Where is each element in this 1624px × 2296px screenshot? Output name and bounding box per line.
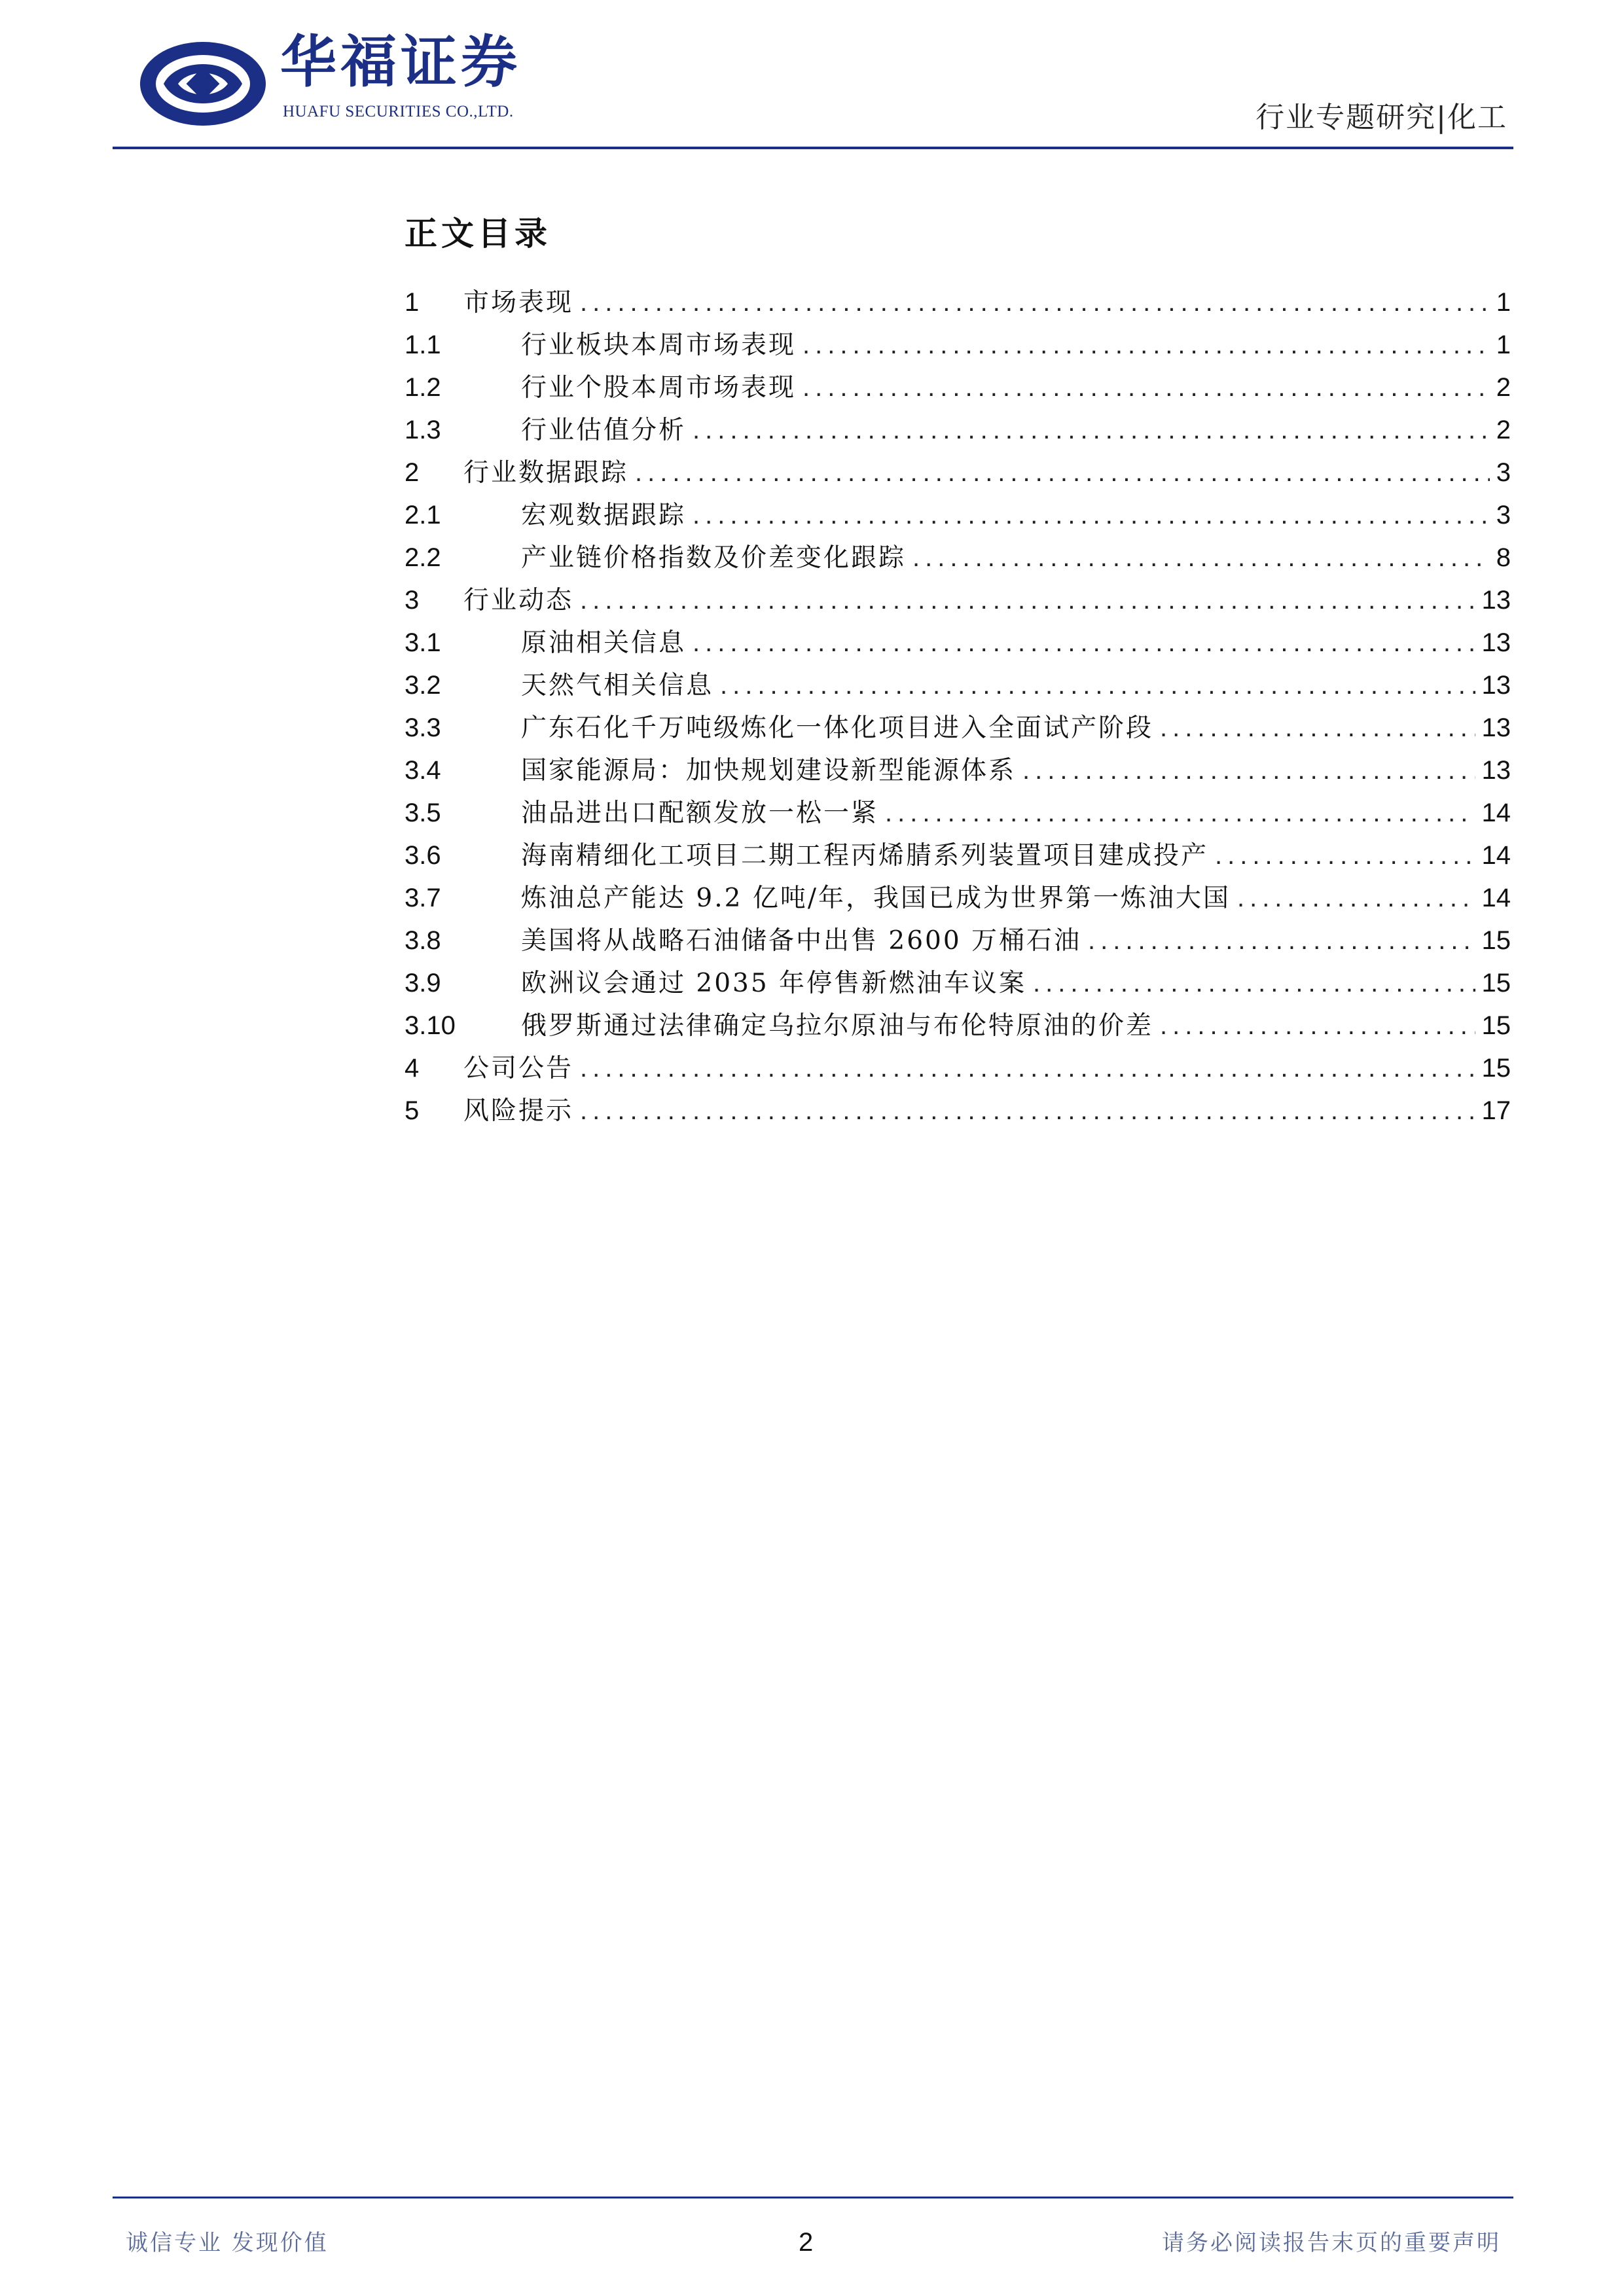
toc-entry-label: 宏观数据跟踪 — [521, 501, 687, 530]
header-divider — [113, 147, 1513, 149]
logo-company-name: 华福证券 — [280, 29, 521, 95]
toc-entry-number: 3.5 — [405, 798, 441, 827]
toc-entry-label: 风险提示 — [463, 1096, 574, 1126]
toc-leader-dots — [1033, 962, 1475, 1005]
toc-entry-page: 13 — [1481, 628, 1511, 657]
toc-entry-label: 油品进出口配额发放一松一紧 — [521, 798, 879, 828]
toc-entry-page: 3 — [1496, 501, 1511, 529]
report-category: 行业专题研究|化工 — [1255, 101, 1507, 134]
page-number: 2 — [799, 2228, 814, 2257]
toc-entry-label: 海南精细化工项目二期工程丙烯腈系列装置项目建成投产 — [521, 841, 1209, 870]
huafu-logo-icon — [137, 38, 268, 130]
toc-entry-page: 15 — [1481, 969, 1511, 997]
toc-entry-label: 行业估值分析 — [521, 416, 687, 445]
toc-entry[interactable] — [405, 1047, 1511, 1090]
toc-entry-label: 炼油总产能达 9.2 亿吨/年，我国已成为世界第一炼油大国 — [521, 884, 1231, 913]
toc-entry-label: 广东石化千万吨级炼化一体化项目进入全面试产阶段 — [521, 713, 1154, 743]
toc-leader-dots — [720, 664, 1475, 707]
toc-leader-dots — [803, 324, 1490, 367]
toc-entry-label: 国家能源局：加快规划建设新型能源体系 — [521, 756, 1017, 785]
toc-entry-label: 产业链价格指数及价差变化跟踪 — [521, 543, 907, 573]
toc-entry-number: 3.1 — [405, 628, 441, 657]
toc-entry-page: 14 — [1481, 884, 1511, 912]
toc-entry-label: 行业动态 — [463, 586, 574, 615]
toc-leader-dots — [580, 281, 1490, 324]
footer-slogan: 诚信专业 发现价值 — [126, 2230, 329, 2256]
toc-entry-page: 17 — [1481, 1096, 1511, 1125]
toc-entry[interactable] — [405, 792, 1511, 834]
toc-entry-page: 14 — [1481, 841, 1511, 870]
toc-entry-page: 2 — [1496, 373, 1511, 402]
toc-entry-page: 14 — [1481, 798, 1511, 827]
toc-entry-number: 3.3 — [405, 713, 441, 742]
toc-leader-dots — [1215, 834, 1475, 877]
toc-leader-dots — [693, 494, 1490, 537]
toc-leader-dots — [1237, 877, 1475, 920]
toc-entry-number: 4 — [405, 1054, 420, 1083]
toc-entry-number: 3.2 — [405, 671, 441, 700]
toc-leader-dots — [580, 1047, 1475, 1090]
logo-company-name-en: HUAFU SECURITIES CO.,LTD. — [283, 103, 514, 120]
toc-entry-page: 13 — [1481, 671, 1511, 700]
toc-entry-number: 1.3 — [405, 416, 441, 444]
toc-entry-label: 天然气相关信息 — [521, 671, 714, 700]
toc-entry[interactable] — [405, 1005, 1511, 1047]
toc-leader-dots — [1160, 707, 1475, 749]
toc-leader-dots — [580, 1090, 1475, 1132]
toc-entry-number: 3.10 — [405, 1011, 456, 1040]
toc-entry-number: 5 — [405, 1096, 420, 1125]
toc-entry-label: 行业板块本周市场表现 — [521, 331, 797, 360]
toc-leader-dots — [885, 792, 1475, 834]
toc-entry[interactable] — [405, 579, 1511, 622]
page-header — [0, 0, 1624, 157]
toc-entry-number: 3 — [405, 586, 420, 615]
toc-entry-label: 美国将从战略石油储备中出售 2600 万桶石油 — [521, 926, 1082, 956]
toc-entry-number: 2.1 — [405, 501, 441, 529]
toc-entry-page: 1 — [1496, 331, 1511, 359]
toc-entry[interactable] — [405, 920, 1511, 962]
toc-leader-dots — [803, 367, 1490, 409]
toc-entry-label: 原油相关信息 — [521, 628, 687, 658]
toc-entry-number: 2.2 — [405, 543, 441, 572]
toc-entry-page: 13 — [1481, 713, 1511, 742]
toc-leader-dots — [693, 409, 1490, 452]
toc-entry-page: 8 — [1496, 543, 1511, 572]
toc-leader-dots — [635, 452, 1490, 494]
toc-entry-page: 13 — [1481, 586, 1511, 615]
toc-entry-page: 15 — [1481, 1011, 1511, 1040]
toc-entry-page: 1 — [1496, 288, 1511, 317]
toc-entry-number: 3.4 — [405, 756, 441, 785]
toc-entry[interactable] — [405, 834, 1511, 877]
toc-leader-dots — [580, 579, 1475, 622]
toc-entry-label: 行业个股本周市场表现 — [521, 373, 797, 403]
toc-entry[interactable] — [405, 664, 1511, 707]
toc-entry-number: 3.9 — [405, 969, 441, 997]
toc-entry-label: 市场表现 — [463, 288, 574, 317]
toc-entry[interactable] — [405, 324, 1511, 367]
toc-entry-number: 3.7 — [405, 884, 441, 912]
toc-leader-dots — [912, 537, 1490, 579]
toc-entry-page: 13 — [1481, 756, 1511, 785]
toc-entry[interactable] — [405, 367, 1511, 409]
toc-entry[interactable] — [405, 537, 1511, 579]
toc-entry[interactable] — [405, 749, 1511, 792]
toc-entry-number: 1 — [405, 288, 420, 317]
toc-entry-number: 3.6 — [405, 841, 441, 870]
toc-entry-number: 2 — [405, 458, 420, 487]
toc-entry-label: 公司公告 — [463, 1054, 574, 1083]
toc-title: 正文目录 — [405, 214, 551, 253]
toc-entry[interactable] — [405, 494, 1511, 537]
toc-entry-number: 1.1 — [405, 331, 441, 359]
toc-entry-label: 行业数据跟踪 — [463, 458, 629, 488]
toc-entry-page: 2 — [1496, 416, 1511, 444]
toc-entry[interactable] — [405, 1090, 1511, 1132]
toc-leader-dots — [1160, 1005, 1475, 1047]
toc-entry[interactable] — [405, 707, 1511, 749]
toc-entry[interactable] — [405, 622, 1511, 664]
footer-divider — [113, 2197, 1513, 2198]
toc-entry[interactable] — [405, 962, 1511, 1005]
toc-entry-page: 15 — [1481, 1054, 1511, 1083]
toc-entry-label: 俄罗斯通过法律确定乌拉尔原油与布伦特原油的价差 — [521, 1011, 1154, 1041]
toc-leader-dots — [1088, 920, 1475, 962]
table-of-contents — [405, 281, 1511, 1132]
toc-entry-page: 3 — [1496, 458, 1511, 487]
footer-disclaimer: 请务必阅读报告末页的重要声明 — [1162, 2230, 1501, 2256]
toc-leader-dots — [1022, 749, 1475, 792]
toc-entry[interactable] — [405, 409, 1511, 452]
toc-leader-dots — [693, 622, 1475, 664]
toc-entry-number: 1.2 — [405, 373, 441, 402]
toc-entry[interactable] — [405, 452, 1511, 494]
toc-entry[interactable] — [405, 281, 1511, 324]
toc-entry-label: 欧洲议会通过 2035 年停售新燃油车议案 — [521, 969, 1027, 998]
toc-entry[interactable] — [405, 877, 1511, 920]
toc-entry-page: 15 — [1481, 926, 1511, 955]
toc-entry-number: 3.8 — [405, 926, 441, 955]
